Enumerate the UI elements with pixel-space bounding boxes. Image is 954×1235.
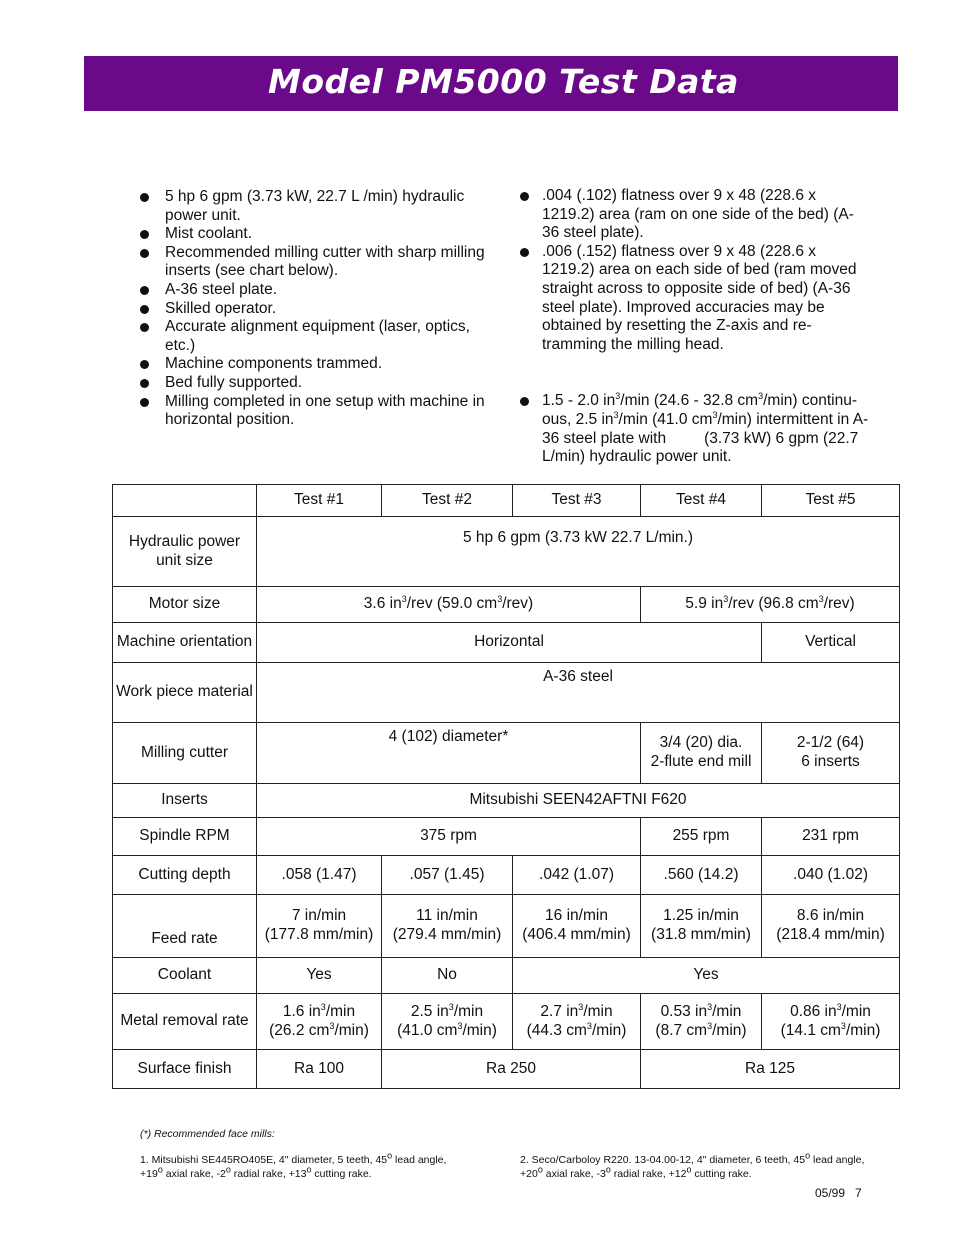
table-row [113, 517, 900, 587]
table-cell: Yes [513, 958, 900, 994]
header-test-1: Test #1 [257, 485, 382, 517]
footnote-1: 1. Mitsubishi SE445RO405E, 4" diameter, 5 teeth, 45$^o$ lead angle, $+19^o$ axial rake, -2$^o$ radial rake, $+13^o$ cutting rake. [140, 1150, 447, 1180]
list-item: Machine components trammed. [140, 355, 490, 374]
row-label: Cutting depth [113, 856, 257, 895]
list-item: Mist coolant. [140, 225, 490, 244]
table-cell: 231 rpm [762, 818, 900, 856]
row-label: Milling cutter [113, 723, 257, 784]
results-list [520, 187, 870, 467]
list-item: 5 hp 6 gpm (3.73 kW, 22.7 L /min) hydraulic power unit. [140, 188, 490, 225]
header-test-3: Test #3 [513, 485, 641, 517]
table-cell: Vertical [762, 623, 900, 663]
table-row [113, 818, 900, 856]
test-data-table [112, 484, 900, 1089]
list-item: Recommended milling cutter with sharp milling inserts (see chart below). [140, 244, 490, 281]
row-label: Inserts [113, 784, 257, 818]
header-test-2: Test #2 [382, 485, 513, 517]
header-test-5: Test #5 [762, 485, 900, 517]
table-cell: Ra 250 [382, 1050, 641, 1089]
table-cell: 3.6 $in^3$/rev (59.0 $cm^3/rev$) [257, 587, 641, 623]
row-label: Coolant [113, 958, 257, 994]
table-cell: .040 (1.02) [762, 856, 900, 895]
table-cell: 1.25 in/min (31.8 mm/min) [641, 895, 762, 958]
table-cell: Mitsubishi SEEN42AFTNI F620 [257, 784, 900, 818]
footnote-title: (*) Recommended face mills: [140, 1128, 275, 1140]
table-cell: 2-1/2 (64) 6 inserts [762, 723, 900, 784]
row-label: Feed rate [113, 895, 257, 958]
table-row [113, 994, 900, 1050]
list-item: Accurate alignment equipment (laser, optics, etc.) [140, 318, 490, 355]
flatness-item: .006 (.152) flatness over 9 x 48 (228.6 x 1219.2) area on each side of bed (ram moved straight across to opposite side of bed) (A-36 steel plate). Improved accuracies may be obtained by resetting the Z-axis and re-tramming the milling head. [520, 243, 870, 355]
table-cell: Yes [257, 958, 382, 994]
table-cell: .560 (14.2) [641, 856, 762, 895]
table-cell: Ra 100 [257, 1050, 382, 1089]
table-row [113, 1050, 900, 1089]
table-cell: 255 rpm [641, 818, 762, 856]
row-label: Metal removal rate [113, 994, 257, 1050]
title-banner [84, 56, 898, 111]
table-row [113, 958, 900, 994]
page-title: Model PM5000 Test Data [268, 62, 739, 101]
conditions-list [140, 188, 490, 430]
table-cell: 8.6 in/min (218.4 mm/min) [762, 895, 900, 958]
list-item: Milling completed in one setup with machine in horizontal position. [140, 393, 490, 430]
row-label: Machine orientation [113, 623, 257, 663]
table-cell: Horizontal [257, 623, 762, 663]
table-header-row [113, 485, 900, 517]
footnote-2: 2. Seco/Carboloy R220. 13-04.00-12, 4" diameter, 6 teeth, 45$^o$ lead angle, $+20^o$ axial rake, -3$^o$ radial rake, $+12^o$ cutting rake. [520, 1150, 865, 1180]
list-item: Skilled operator. [140, 300, 490, 319]
table-cell: 0.86 $in^3/\min$ (14.1 $cm^3/\min$) [762, 994, 900, 1050]
page-number: 05/99 7 [815, 1186, 862, 1200]
table-row [113, 587, 900, 623]
table-cell: 3/4 (20) dia. 2-flute end mill [641, 723, 762, 784]
table-cell: 4 (102) diameter* [257, 723, 641, 784]
row-label: Work piece material [113, 663, 257, 723]
table-cell: 2.5 $in^3/\min$ (41.0 $cm^3/\min$) [382, 994, 513, 1050]
table-cell: 375 rpm [257, 818, 641, 856]
row-label: Spindle RPM [113, 818, 257, 856]
table-row [113, 856, 900, 895]
row-label: Surface finish [113, 1050, 257, 1089]
row-label: Hydraulic power unit size [113, 517, 257, 587]
table-cell: 7 in/min (177.8 mm/min) [257, 895, 382, 958]
table-row [113, 895, 900, 958]
table-cell: A-36 steel [257, 663, 900, 723]
table-row [113, 663, 900, 723]
table-cell: 5.9 $in^3$/rev (96.8 $cm^3/rev$) [641, 587, 900, 623]
table-cell: .058 (1.47) [257, 856, 382, 895]
table-cell: 2.7 $in^3/\min$ (44.3 $cm^3/\min$) [513, 994, 641, 1050]
table-cell: 11 in/min (279.4 mm/min) [382, 895, 513, 958]
table-cell: 5 hp 6 gpm (3.73 kW 22.7 L/min.) [257, 517, 900, 587]
table-cell: 1.6 $in^3/\min$ (26.2 $cm^3/\min$) [257, 994, 382, 1050]
table-cell: No [382, 958, 513, 994]
table-cell: 16 in/min (406.4 mm/min) [513, 895, 641, 958]
table-cell: Ra 125 [641, 1050, 900, 1089]
removal-item: 1.5 - 2.0 $in^3/\min$ (24.6 - 32.8 $cm^3/\min$) continu-ous, 2.5 $in^3/\min$ (41.0 $cm^3/\min$) intermittent in A-36 steel plate with (3.73 kW) 6 gpm (22.7 L/min) hydraulic power unit. [520, 392, 870, 466]
table-row [113, 784, 900, 818]
header-test-4: Test #4 [641, 485, 762, 517]
list-item: Bed fully supported. [140, 374, 490, 393]
table-row [113, 623, 900, 663]
row-label: Motor size [113, 587, 257, 623]
table-cell: .042 (1.07) [513, 856, 641, 895]
flatness-item: .004 (.102) flatness over 9 x 48 (228.6 x 1219.2) area (ram on one side of the bed) (A-36 steel plate). [520, 187, 870, 243]
table-cell: .057 (1.45) [382, 856, 513, 895]
table-corner [113, 485, 257, 517]
table-row [113, 723, 900, 784]
table-cell: 0.53 $in^3/\min$ (8.7 $cm^3/\min$) [641, 994, 762, 1050]
list-item: A-36 steel plate. [140, 281, 490, 300]
